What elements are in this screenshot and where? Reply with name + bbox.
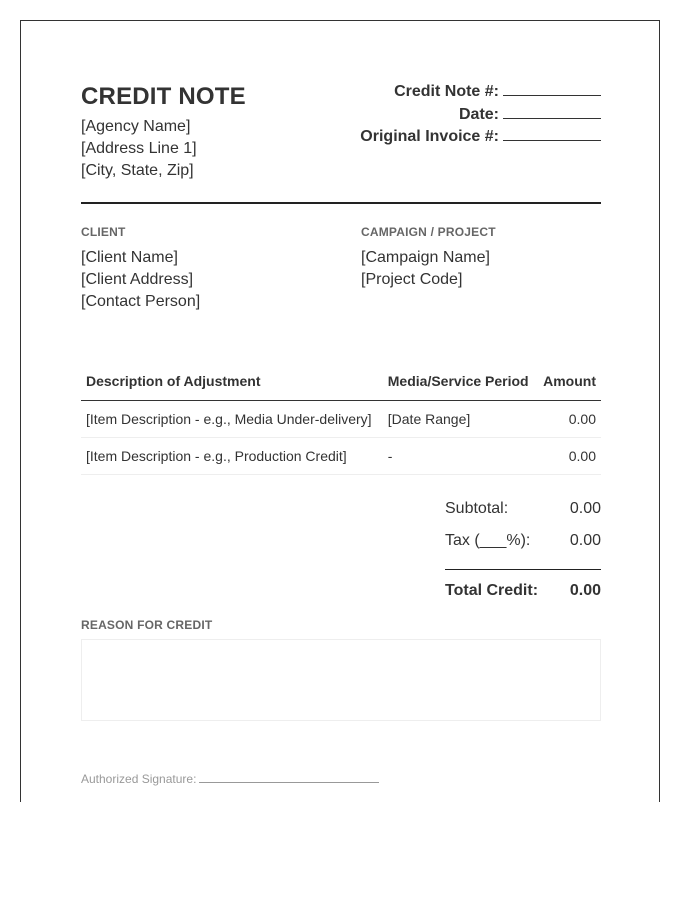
total-credit-label: Total Credit: bbox=[445, 582, 539, 599]
credit-note-sheet bbox=[20, 20, 660, 802]
client-block bbox=[81, 225, 341, 313]
client-address: [Client Address] bbox=[81, 271, 194, 288]
table-header-row bbox=[81, 361, 601, 401]
original-invoice-row bbox=[360, 126, 601, 149]
signature-label: Authorized Signature: bbox=[81, 772, 197, 786]
reason-text-box[interactable] bbox=[81, 639, 601, 721]
document-header bbox=[81, 83, 601, 193]
column-header-amount: Amount bbox=[537, 361, 601, 401]
original-invoice-blank[interactable] bbox=[503, 126, 601, 141]
tax-label: Tax (___%): bbox=[445, 532, 531, 549]
campaign-heading: CAMPAIGN / PROJECT bbox=[361, 225, 496, 239]
document-title: CREDIT NOTE bbox=[81, 83, 246, 110]
date-label: Date: bbox=[458, 105, 499, 123]
reason-heading: REASON FOR CREDIT bbox=[81, 618, 213, 632]
credit-note-number-label: Credit Note #: bbox=[394, 83, 499, 100]
client-name: [Client Name] bbox=[81, 249, 178, 266]
table-row bbox=[81, 401, 601, 438]
project-code: [Project Code] bbox=[361, 271, 463, 288]
tax-value: 0.00 bbox=[569, 532, 601, 549]
credit-note-number-blank[interactable] bbox=[503, 81, 601, 96]
row-amount: 0.00 bbox=[537, 401, 601, 438]
agency-city-state-zip: [City, State, Zip] bbox=[81, 162, 194, 179]
client-contact: [Contact Person] bbox=[81, 293, 201, 310]
row-period: [Date Range] bbox=[383, 401, 537, 438]
column-header-period: Media/Service Period bbox=[383, 361, 537, 401]
totals-divider bbox=[445, 569, 601, 570]
signature-block bbox=[81, 772, 379, 786]
campaign-block bbox=[361, 225, 601, 291]
date-row bbox=[360, 104, 601, 127]
subtotal-label: Subtotal: bbox=[445, 500, 509, 517]
agency-address-line-1: [Address Line 1] bbox=[81, 140, 197, 157]
totals-block bbox=[445, 493, 601, 607]
total-credit-row bbox=[445, 575, 601, 607]
row-description: [Item Description - e.g., Media Under-delivery] bbox=[81, 401, 383, 438]
signature-line[interactable] bbox=[199, 772, 379, 783]
client-heading: CLIENT bbox=[81, 225, 126, 239]
agency-name: [Agency Name] bbox=[81, 118, 191, 135]
row-period: - bbox=[383, 438, 537, 475]
date-blank[interactable] bbox=[503, 104, 601, 119]
document-meta bbox=[360, 81, 601, 149]
column-header-description: Description of Adjustment bbox=[81, 361, 383, 401]
tax-row bbox=[445, 525, 601, 557]
campaign-name: [Campaign Name] bbox=[361, 249, 490, 266]
subtotal-row bbox=[445, 493, 601, 525]
total-credit-value: 0.00 bbox=[569, 582, 601, 599]
agency-block bbox=[81, 116, 197, 182]
credit-note-number-row bbox=[360, 81, 601, 104]
client-details bbox=[81, 247, 341, 313]
campaign-details bbox=[361, 247, 601, 291]
subtotal-value: 0.00 bbox=[569, 500, 601, 517]
original-invoice-label: Original Invoice #: bbox=[360, 128, 499, 145]
table-row bbox=[81, 438, 601, 475]
row-description: [Item Description - e.g., Production Credit] bbox=[81, 438, 383, 475]
header-divider bbox=[81, 202, 601, 204]
row-amount: 0.00 bbox=[537, 438, 601, 475]
adjustments-table bbox=[81, 361, 601, 475]
